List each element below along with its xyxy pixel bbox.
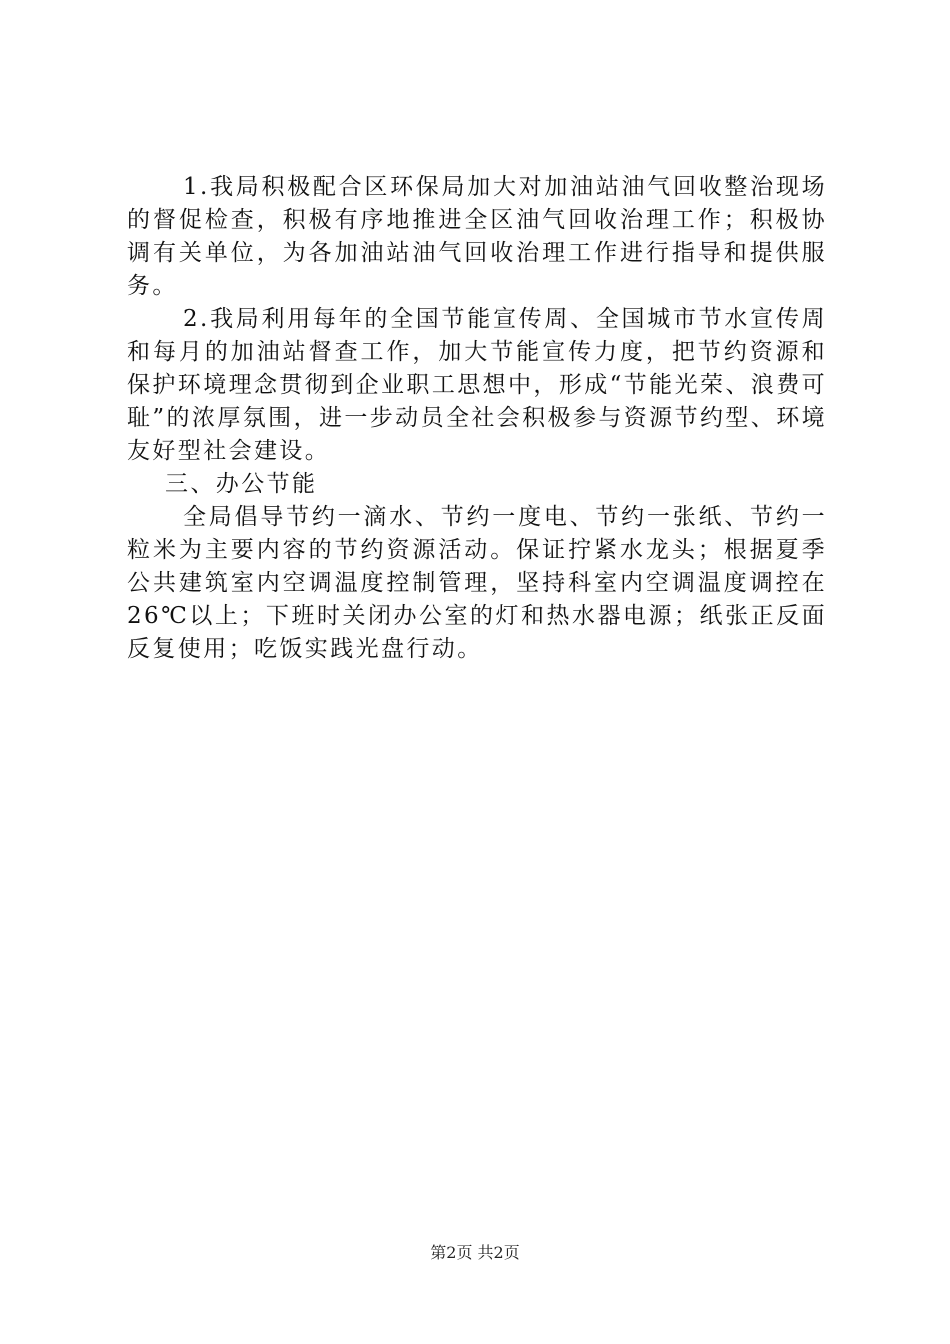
section-paragraph: 全局倡导节约一滴水、节约一度电、节约一张纸、节约一粒米为主要内容的节约资源活动。保证拧紧水龙头；根据夏季公共建筑室内空调温度控制管理，坚持科室内空调温度调控在26℃以上；下班时关闭办公室的灯和热水器电源；纸张正反面反复使用；吃饭实践光盘行动。 bbox=[127, 504, 827, 662]
document-body bbox=[127, 171, 827, 666]
section-heading: 三、办公节能 bbox=[165, 471, 318, 497]
page-number-footer: 第2页 共2页 bbox=[430, 1243, 520, 1262]
paragraph-item-2: 2.我局利用每年的全国节能宣传周、全国城市节水宣传周和每月的加油站督查工作，加大节能宣传力度，把节约资源和保护环境理念贯彻到企业职工思想中，形成“节能光荣、浪费可耻”的浓厚氛围，进一步动员全社会积极参与资源节约型、环境友好型社会建设。 bbox=[127, 306, 827, 464]
paragraph-item-1: 1.我局积极配合区环保局加大对加油站油气回收整治现场的督促检查，积极有序地推进全区油气回收治理工作；积极协调有关单位，为各加油站油气回收治理工作进行指导和提供服务。 bbox=[127, 174, 827, 299]
